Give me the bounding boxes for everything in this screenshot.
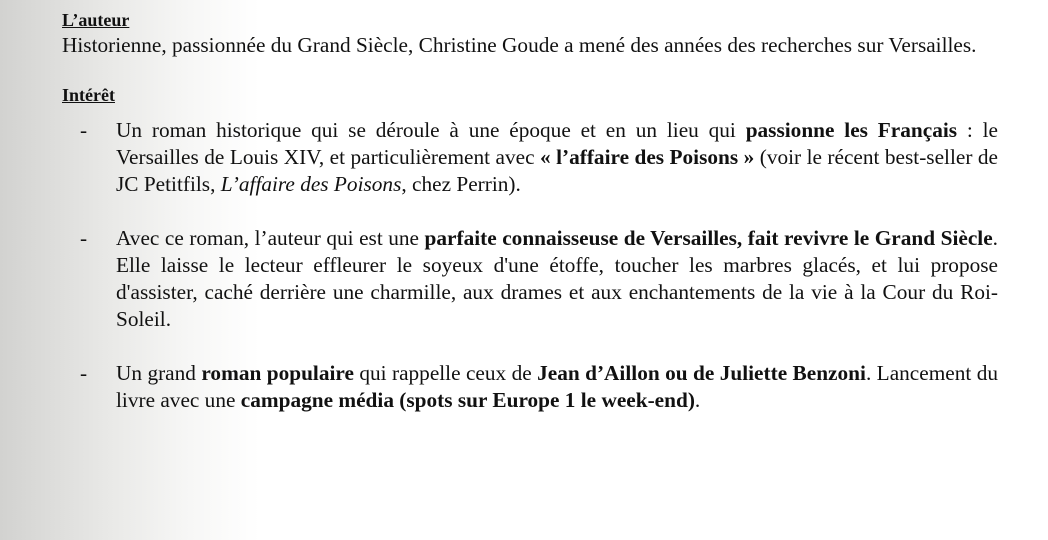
interest-item-2 <box>62 225 998 333</box>
text-run: (voir le récent best-seller de JC Petitfils, <box>116 145 998 196</box>
bold-run: Jean d’Aillon ou de Juliette Benzoni <box>537 361 866 385</box>
interest-item-3 <box>62 360 998 414</box>
text-run: . <box>694 388 701 412</box>
bold-run: parfaite connaisseuse de Versailles, fait revivre le Grand Siècle <box>424 226 993 250</box>
bold-run: campagne média (spots sur Europe 1 le week-end) <box>240 388 695 412</box>
text-run: Avec ce roman, l’auteur qui est une <box>116 226 425 250</box>
text-run: Un grand <box>116 361 202 385</box>
interest-list <box>62 117 998 414</box>
author-text: Historienne, passionnée du Grand Siècle, Christine Goude a mené des années des recherches sur Versailles. <box>62 33 977 57</box>
list-bullet: - <box>80 118 88 142</box>
interest-heading: Intérêt <box>62 85 115 105</box>
list-bullet: - <box>80 361 88 385</box>
text-run: . Elle laisse le lecteur effleurer le soyeux d'une étoffe, toucher les marbres glacés, et lui propose d'assister, caché derrière une charmille, aux drames et aux enchantements de la vie à la Cour du Roi-Soleil. <box>116 226 998 331</box>
text-run: : le Versailles de Louis XIV, et particulièrement avec <box>116 118 998 169</box>
italic-run: L’affaire des Poisons <box>220 172 402 196</box>
interest-item-text <box>116 361 998 412</box>
bold-run: roman populaire <box>201 361 354 385</box>
list-bullet: - <box>80 226 88 250</box>
document-page <box>62 8 998 414</box>
text-run: , chez Perrin). <box>401 172 521 196</box>
bold-run: passionne les Français <box>745 118 958 142</box>
interest-item-text <box>116 118 998 196</box>
author-heading: L’auteur <box>62 10 130 30</box>
interest-item-text <box>116 226 998 331</box>
section-spacer <box>62 59 998 83</box>
text-run: Un roman historique qui se déroule à une époque et en un lieu qui <box>116 118 746 142</box>
text-run: qui rappelle ceux de <box>353 361 538 385</box>
interest-item-1 <box>62 117 998 198</box>
text-run: . Lancement du livre avec une <box>116 361 998 412</box>
bold-run: « l’affaire des Poisons » <box>539 145 755 169</box>
